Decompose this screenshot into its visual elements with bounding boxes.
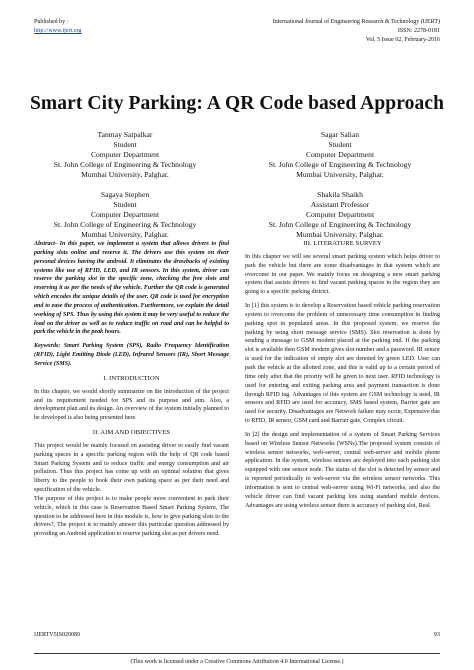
author-college: St. John College of Engineering & Technology xyxy=(268,220,412,229)
page-number: 93 xyxy=(434,632,440,638)
section-heading: II. AIM AND OBJECTIVES xyxy=(92,429,171,437)
author-name: Tanmay Satpalkar xyxy=(97,130,153,139)
section-heading: III. LITERATURE SURVEY xyxy=(303,240,382,247)
published-by: Published by : xyxy=(34,19,69,25)
author-name: Sagaya Stephen xyxy=(100,190,150,199)
author-block xyxy=(255,130,425,180)
author-college: St. John College of Engineering & Technology xyxy=(268,160,412,169)
author-university: Mumbai University, Palghar. xyxy=(81,170,169,179)
license-note: (This work is licensed under a Creative Commons Attribution 4.0 International License.) xyxy=(130,659,344,665)
author-dept: Computer Department xyxy=(90,210,160,219)
survey-paragraph: In [2] the design and implementation of a system of Smart Parking Services based on Wireless Sensor Networks (WSNs).The proposed system consists of wireless sensor networks, web-server, central web-server and mobile phone application. In the system, wireless sensors are deployed into each parking slot equipped with one sensor node. The status of the slot is detected by sensor and is reported periodically to web-server via the wireless sensor networks. This information is sent to central web-server using Wi-Fi networks, and also the vehicle driver can find vacant parking lots using standard mobile devices. Advantages are using wireless sensor there is accuracy of parking slot, Real xyxy=(245,431,440,509)
author-dept: Computer Department xyxy=(305,150,375,159)
author-college: St. John College of Engineering & Technology xyxy=(53,160,197,169)
author-role: Assistant Professor xyxy=(310,200,370,209)
section-heading: I. INTRODUCTION xyxy=(103,374,160,382)
survey-paragraph: In this chapter we will see several smart parking system which helps driver to park the vehicle but there are some disadvantages in that system which are overcome in our paper. We mainly focus on designing a new smart parking system that assists drivers to find vacant parking spaces in the region they are going to a specific parking district. xyxy=(245,253,440,296)
keywords: Keywords: Smart Parking System (SPS), Radio Frequency Identification (RFID), Light Emitting Diode (LED), Infrared Sensors (IR), Short Message Service (SMS). xyxy=(34,343,229,367)
author-university: Mumbai University, Palghar. xyxy=(296,230,384,239)
left-column xyxy=(34,240,229,539)
survey-paragraph: In [1] this system is to develop a Reservation based vehicle parking reservation system to overcome the problem of unnecessary time consumption in finding parking spot in populated areas. In this proposed system, we reserve the parking by using short message service (SMS). Slot reservation is done by sending a message to GSM modem placed at the parking end. If the parking slot is available then GSM modem gives slot number and a password. IR sensor is used for the indication of empty slot are denoted by green LED. User can park the vehicle at the allotted zone, and this is valid up to a certain period of time only after that the priority will be given to next user. RFID technology is used for entering and exiting parking area and payment transaction is done through RFID tag. Advantages of this system are GSM technology is used, IR sensors and RFID are used for accuracy, SMS based system, Barrier gate are used for security. Disadvantages are Network failure may occur, Expensive due to RFID, IR sensor, GSM card and Barrier gate, Complex circuit. xyxy=(245,303,440,425)
author-block xyxy=(40,190,210,240)
issn: ISSN: 2278-0181 xyxy=(397,28,440,34)
site-link[interactable]: http://www.ijert.org xyxy=(34,28,82,34)
author-block xyxy=(40,130,210,180)
author-name: Sagar Salian xyxy=(320,130,360,139)
journal-name: International Journal of Engineering Research & Technology (IJERT) xyxy=(272,19,440,25)
paper-title: Smart City Parking: A QR Code based Approach xyxy=(29,93,445,114)
aim-paragraph: This project would be mainly focused on assisting driver to easily find vacant parking spaces in a specific parking region with the help of QR code based Smart Parking System and to reduce traffic and energy consumption and air pollution. Thus this project has come up with an optimal solution that gives liberty to the people to book their own parking space as per their need and specification of the vehicle. xyxy=(34,442,229,494)
volume-issue: Vol. 5 Issue 02, February-2016 xyxy=(365,37,440,43)
author-university: Mumbai University, Palghar. xyxy=(81,230,169,239)
introduction-text: In this chapter, we would shortly summarize on the introduction of the project and its requirement needed for SPS and its purpose and aim. Also, a development plan and its design. An overview of the system initially planned to be developed is also being presented here. xyxy=(34,388,229,422)
author-college: St. John College of Engineering & Technology xyxy=(53,220,197,229)
author-role: Student xyxy=(113,140,137,149)
paper-id: IJERTV5IS020089 xyxy=(34,632,80,638)
author-dept: Computer Department xyxy=(90,150,160,159)
abstract: Abstract- In this paper, we implement a system that allows drivers to find parking slots online and reserve it. The drivers use this system on their personal devices having the android. It eliminates the drawbacks of existing systems like use of RFID, LED, and IR sensors. In this system, driver can reserve the parking slot in the specific zone, checking the free slots and reserving it as per the needs of the vehicle. Further the QR code is generated which encodes the unique details of the user. QR code is used for encryption and to ease the process of authentication. Furthermore, we explain the detail working of SPS. Thus by using this system it may be very useful to reduce the load on the driver as well as to reduce traffic on road and can be helpful to park the vehicle in the peak hours. xyxy=(34,241,229,336)
author-name: Shakila Shaikh xyxy=(317,190,363,199)
aim-paragraph: The purpose of this project is to make people more convenient to park their vehicle, which in this case is Reservation Based Smart Parking System, The question to be addressed here in this module is, how to give parking slots to the drivers?, The project is to mainly answer this particular question addressed by providing an Android application to reserve parking slot as per drivers need. xyxy=(34,495,229,538)
author-dept: Computer Department xyxy=(305,210,375,219)
right-column xyxy=(245,240,440,510)
author-block xyxy=(255,190,425,240)
footer-divider xyxy=(34,653,440,654)
author-university: Mumbai University, Palghar. xyxy=(296,170,384,179)
author-role: Student xyxy=(328,140,352,149)
author-role: Student xyxy=(113,200,137,209)
